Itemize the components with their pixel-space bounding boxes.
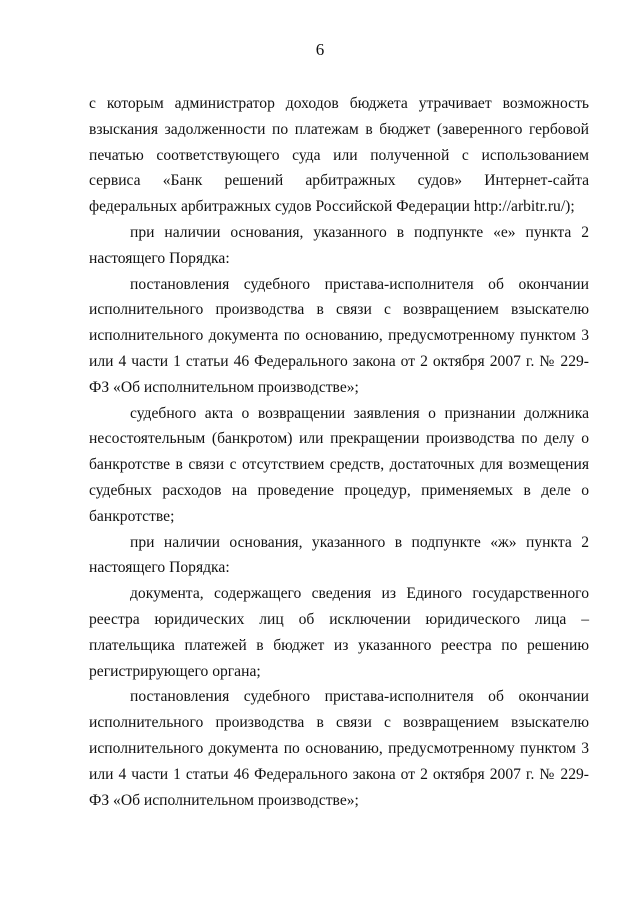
- paragraph-4: судебного акта о возвращении заявления о признании должника несостоятельным (банкротом) или прекращении производства по делу о банкротстве в связи с отсутствием средств, достаточных для возмещения судебных расходов на проведение процедур, применяемых в деле о банкротстве;: [89, 404, 589, 525]
- page-number: 6: [315, 40, 325, 59]
- paragraph-3: постановления судебного пристава-исполнителя об окончании исполнительного производства в связи с возвращением взыскателю исполнительного документа по основанию, предусмотренному пунктом 3 или 4 части 1 статьи 46 Федерального закона от 2 октября 2007 г. № 229-ФЗ «Об исполнительном производстве»;: [89, 275, 589, 396]
- paragraph-5: при наличии основания, указанного в подпункте «ж» пункта 2 настоящего Порядка:: [89, 533, 589, 577]
- paragraph-6: документа, содержащего сведения из Единого государственного реестра юридических лиц об исключении юридического лица – плательщика платежей в бюджет из указанного реестра по решению регистрирующего органа;: [89, 585, 589, 680]
- paragraph-7: постановления судебного пристава-исполнителя об окончании исполнительного производства в связи с возвращением взыскателю исполнительного документа по основанию, предусмотренному пунктом 3 или 4 части 1 статьи 46 Федерального закона от 2 октября 2007 г. № 229-ФЗ «Об исполнительном производстве»;: [89, 688, 589, 809]
- document-body: [89, 91, 589, 813]
- paragraph-2: при наличии основания, указанного в подпункте «е» пункта 2 настоящего Порядка:: [89, 223, 589, 267]
- paragraph-1: с которым администратор доходов бюджета утрачивает возможность взыскания задолженности по платежам в бюджет (заверенного гербовой печатью соответствующего суда или полученной с использованием сервиса «Банк решений арбитражных судов» Интернет-сайта федеральных арбитражных судов Российской Федерации http://arbitr.ru/);: [89, 95, 589, 216]
